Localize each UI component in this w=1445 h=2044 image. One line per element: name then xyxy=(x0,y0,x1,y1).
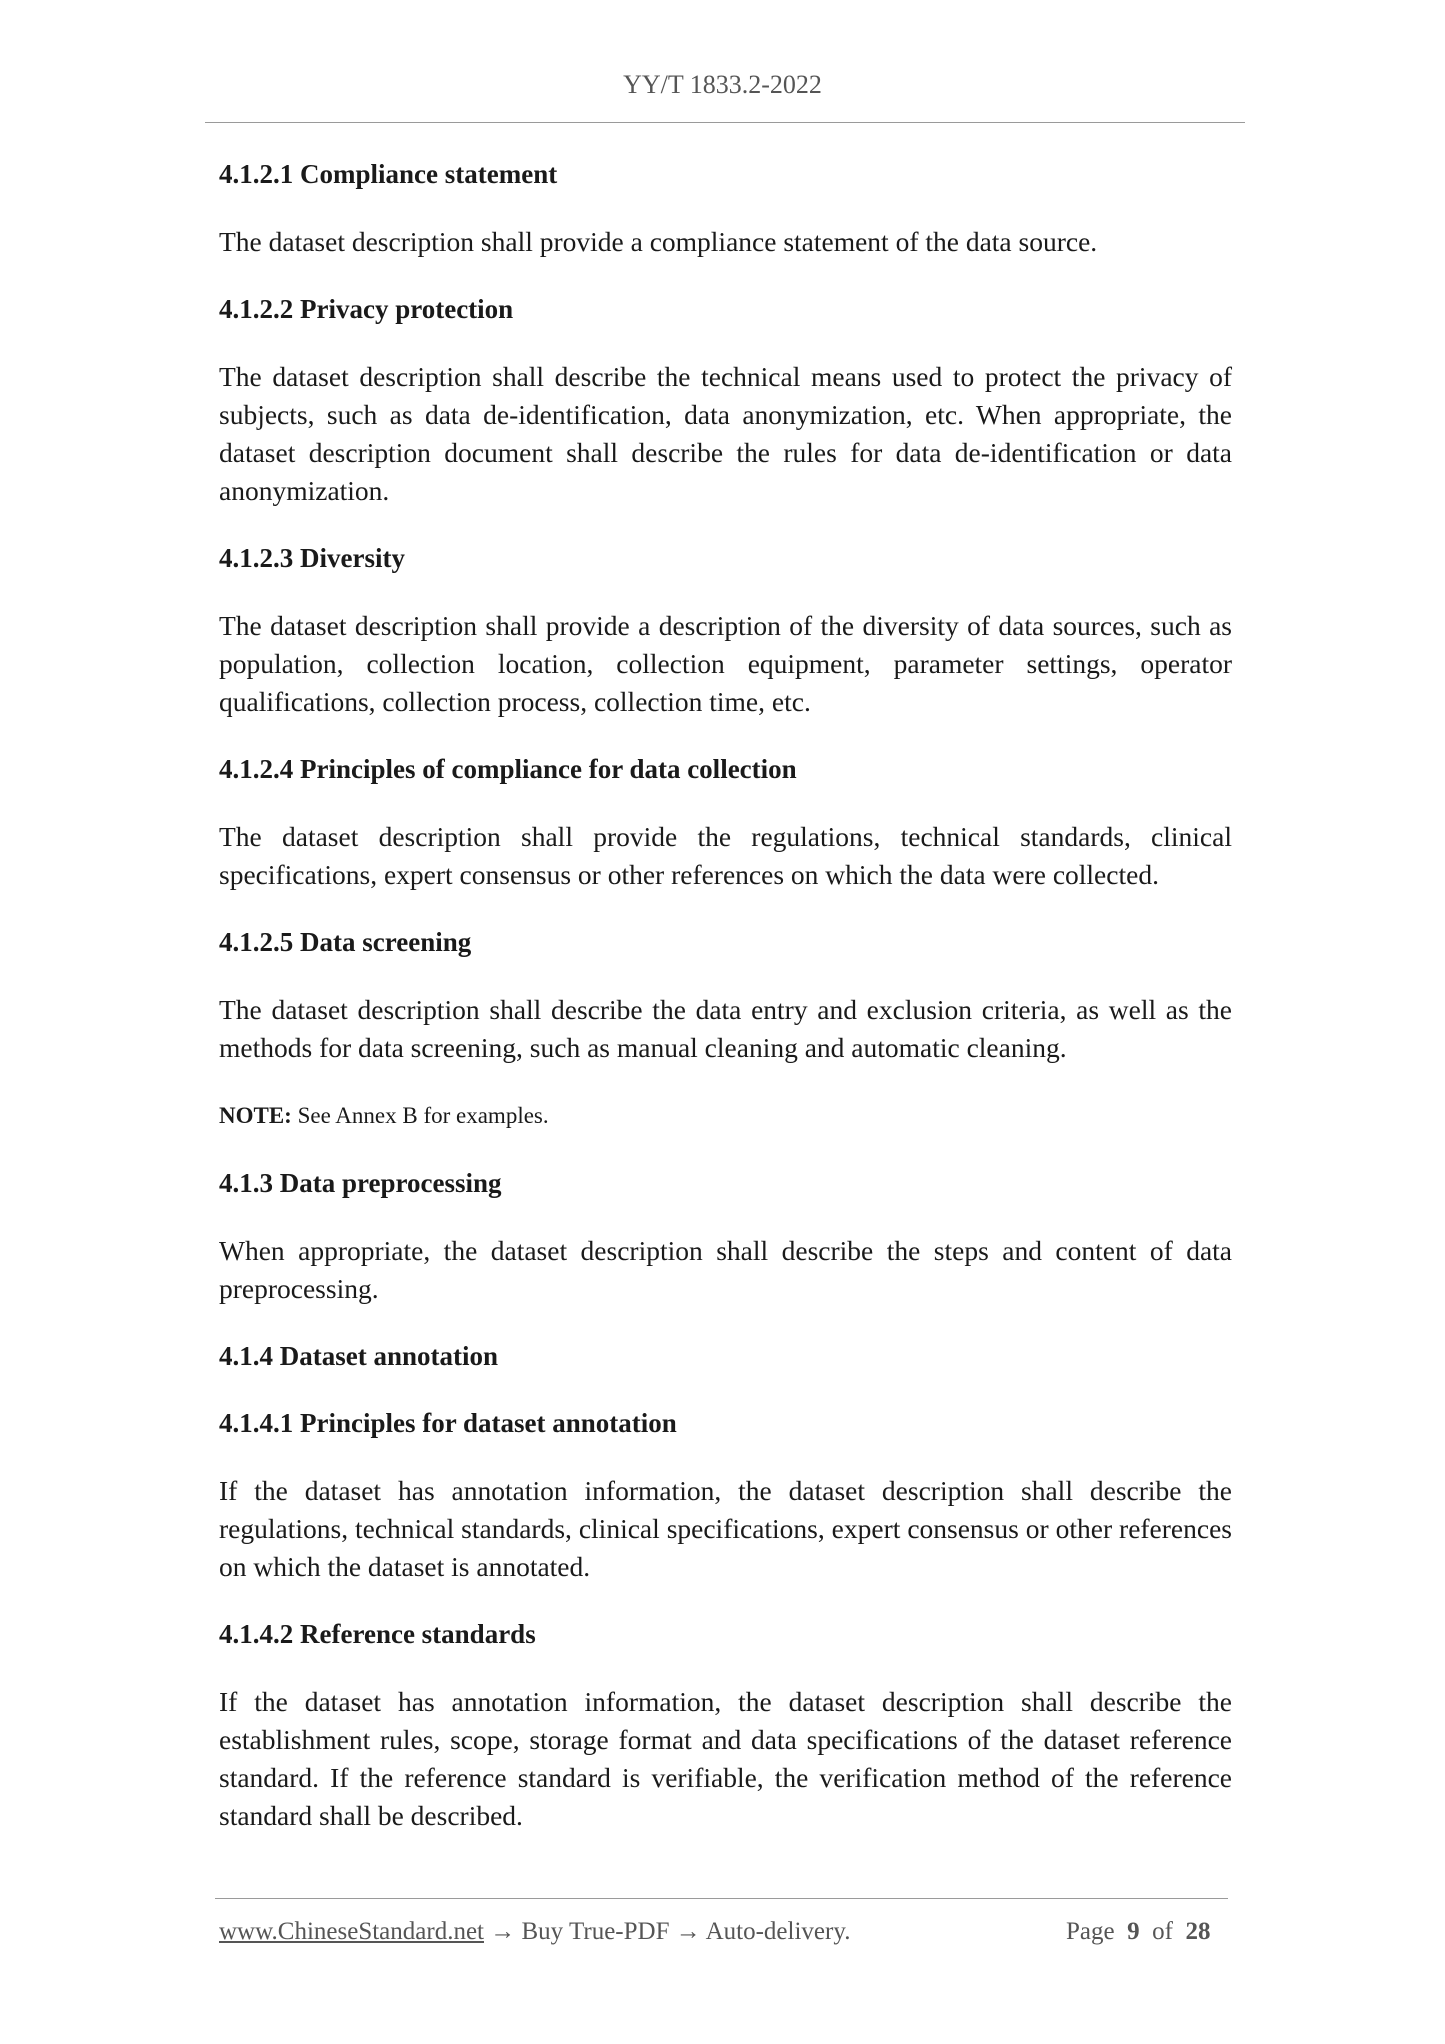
section-paragraph: The dataset description shall describe the technical means used to protect the privacy of subjects, such as data de-identification, data anonymization, etc. When appropriate, the dataset description document shall describe the rules for data de-identification or data anonymization. xyxy=(219,361,1232,506)
document-id-header: YY/T 1833.2-2022 xyxy=(623,70,822,99)
section-paragraph: If the dataset has annotation information, the dataset description shall describe the regulations, technical standards, clinical specifications, expert consensus or other references on which the dataset is annotated. xyxy=(219,1475,1232,1582)
footer-divider xyxy=(215,1898,1228,1899)
website-link[interactable]: www.ChineseStandard.net xyxy=(219,1918,484,1945)
footer-promo xyxy=(219,1918,850,1946)
arrow-right-icon: → xyxy=(675,1918,701,1945)
page-number: 9 xyxy=(1127,1918,1140,1945)
section-heading: 4.1.4.1 Principles for dataset annotation xyxy=(219,1408,677,1438)
section-paragraph: The dataset description shall provide the regulations, technical standards, clinical specifications, expert consensus or other references on which the data were collected. xyxy=(219,821,1232,890)
section-paragraph: When appropriate, the dataset description shall describe the steps and content of data preprocessing. xyxy=(219,1235,1232,1304)
document-body xyxy=(219,155,1232,1835)
section-heading: 4.1.2.5 Data screening xyxy=(219,927,472,957)
note xyxy=(219,1097,1232,1135)
buy-text: Buy True-PDF xyxy=(521,1918,670,1945)
page-label: Page xyxy=(1066,1918,1115,1945)
arrow-right-icon: → xyxy=(490,1918,516,1945)
section-heading: 4.1.2.1 Compliance statement xyxy=(219,159,558,189)
delivery-text: Auto-delivery. xyxy=(705,1918,851,1945)
note-label: NOTE: xyxy=(219,1103,292,1128)
section-heading: 4.1.2.3 Diversity xyxy=(219,543,405,573)
section-heading: 4.1.4.2 Reference standards xyxy=(219,1619,536,1649)
total-pages: 28 xyxy=(1185,1918,1211,1945)
section-heading: 4.1.3 Data preprocessing xyxy=(219,1168,502,1198)
section-paragraph: If the dataset has annotation information, the dataset description shall describe the establishment rules, scope, storage format and data specifications of the dataset reference standard. If the reference standard is verifiable, the verification method of the reference standard shall be described. xyxy=(219,1686,1232,1831)
note-text: See Annex B for examples. xyxy=(297,1103,549,1128)
section-paragraph: The dataset description shall provide a compliance statement of the data source. xyxy=(219,226,1098,257)
header-divider xyxy=(205,122,1245,123)
section-heading: 4.1.4 Dataset annotation xyxy=(219,1341,499,1371)
page-indicator xyxy=(1066,1918,1210,1946)
section-paragraph: The dataset description shall describe the data entry and exclusion criteria, as well as the methods for data screening, such as manual cleaning and automatic cleaning. xyxy=(219,994,1232,1063)
section-paragraph: The dataset description shall provide a description of the diversity of data sources, such as population, collection location, collection equipment, parameter settings, operator qualifications, collection process, collection time, etc. xyxy=(219,610,1232,717)
section-heading: 4.1.2.2 Privacy protection xyxy=(219,294,514,324)
section-heading: 4.1.2.4 Principles of compliance for data collection xyxy=(219,754,797,784)
of-label: of xyxy=(1152,1918,1173,1945)
